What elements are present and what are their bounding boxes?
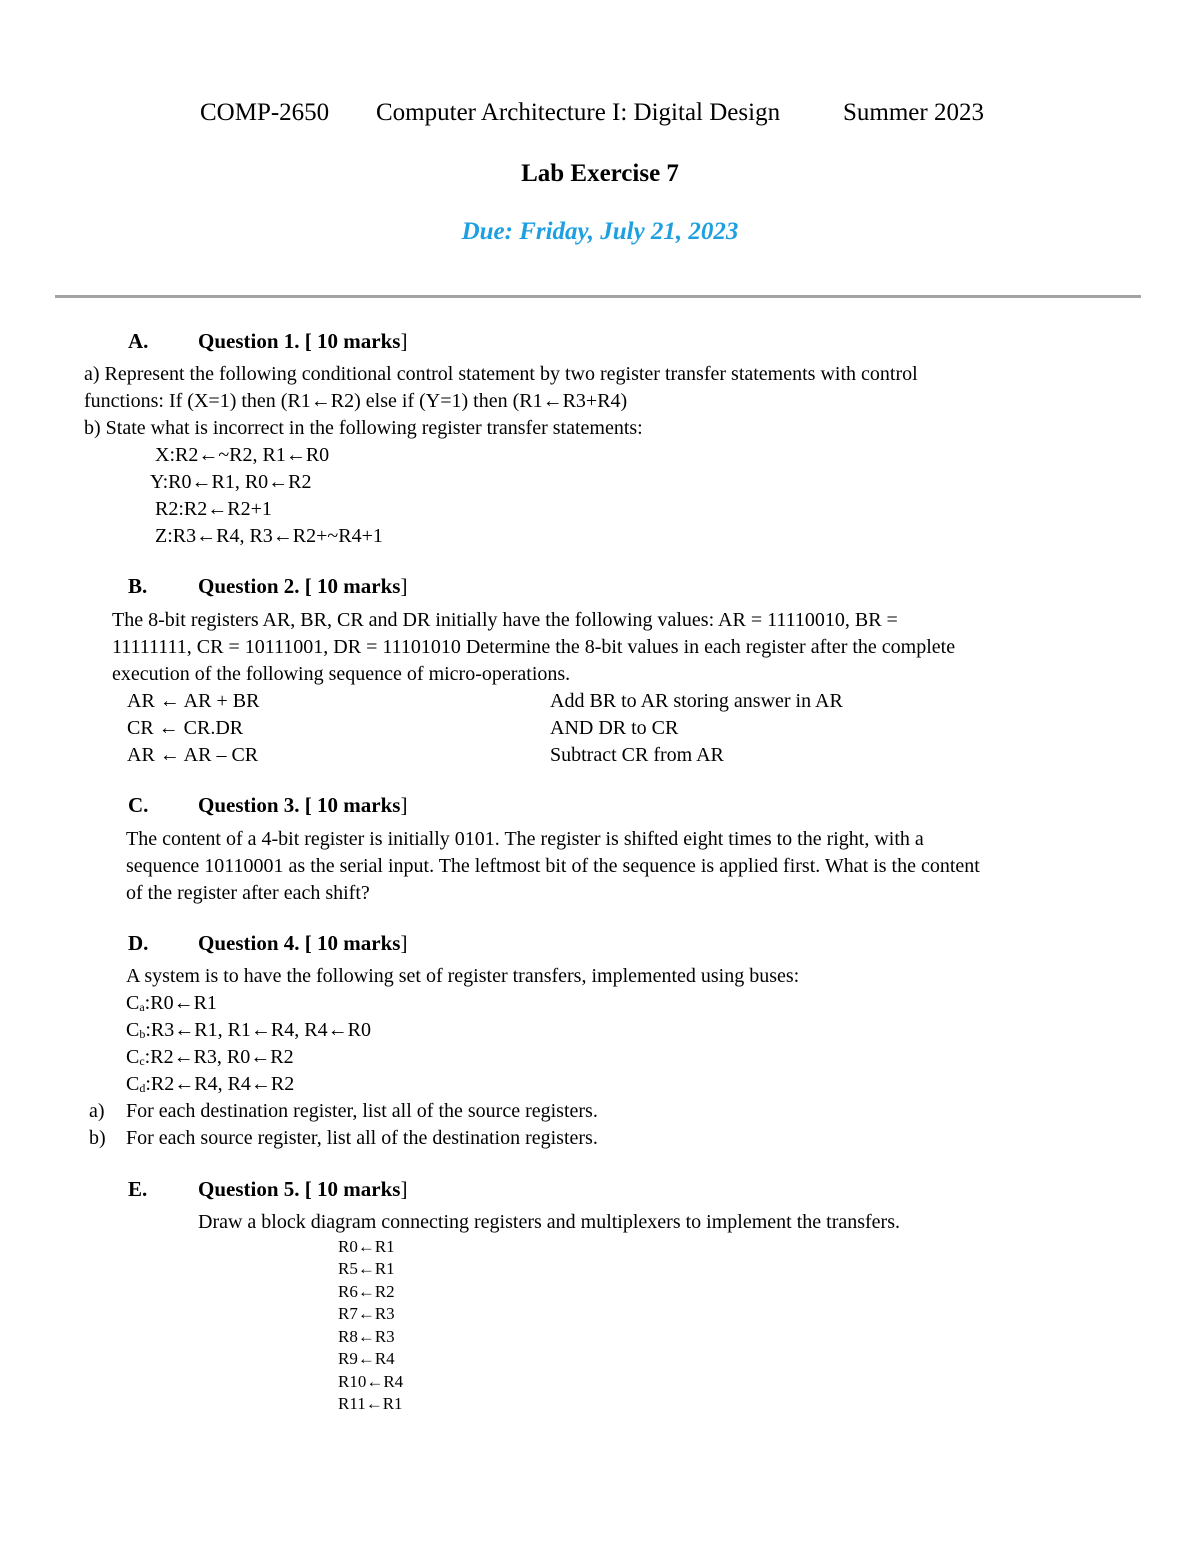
q4-transfer: $C_b:R3\leftarrow R1$, R1←R4, R4←R0 (126, 1019, 371, 1041)
course-code: COMP-2650 (200, 99, 330, 126)
q4-part-label: b) (89, 1127, 106, 1149)
q1-statement: X:R2←~R2, R1←R0 (155, 444, 330, 466)
q4-part-label: a) (89, 1100, 105, 1122)
q5-transfer: R7←R3 (338, 1304, 395, 1323)
section-label-d: D. (128, 931, 149, 955)
due-date: Due: Friday, July 21, 2023 (461, 218, 739, 245)
q1-statement: Z:R3←R4, R3←R2+~R4+1 (155, 525, 383, 547)
q5-transfer: R11←R1 (338, 1394, 403, 1413)
q2-op: AR ← AR + BR (127, 690, 260, 712)
course-title: Computer Architecture I: Digital Design (376, 99, 781, 126)
q1-statement: Y:R0←R1, R0←R2 (150, 471, 312, 493)
divider (55, 295, 1141, 298)
q1-statement: R2:R2←R2+1 (155, 498, 272, 520)
q1-line: a) Represent the following conditional control statement by two register transfer statements with control (84, 363, 918, 385)
q2-line: 11111111, CR = 10111001, DR = 11101010 Determine the 8-bit values in each register after the complete (112, 636, 956, 658)
q5-transfer: R6←R2 (338, 1282, 395, 1301)
q2-line: The 8-bit registers AR, BR, CR and DR initially have the following values: AR = 11110010, BR = (112, 609, 898, 631)
q4-transfer: $C_a:R0\leftarrow R1$ (126, 992, 217, 1014)
q2-op: AR ← AR – CR (127, 744, 259, 766)
question-1-title: Question 1. [ 10 marks] (198, 329, 408, 353)
q1-line: b) State what is incorrect in the following register transfer statements: (84, 417, 643, 439)
q4-transfer: $C_c:R2\leftarrow R3$, R0←R2 (126, 1046, 294, 1068)
question-3-title: Question 3. [ 10 marks] (198, 793, 408, 817)
q5-transfer: R10←R4 (338, 1372, 404, 1391)
section-label-a: A. (128, 329, 149, 353)
q2-op-desc: Subtract CR from AR (550, 744, 724, 766)
question-4-title: Question 4. [ 10 marks] (198, 931, 408, 955)
section-label-e: E. (128, 1177, 148, 1201)
section-label-b: B. (128, 574, 148, 598)
term: Summer 2023 (843, 99, 984, 126)
q5-transfer: R5←R1 (338, 1259, 395, 1278)
question-2-title: Question 2. [ 10 marks] (198, 574, 408, 598)
q1-line: functions: If (X=1) then (R1←R2) else if (Y=1) then (R1←R3+R4) (84, 390, 628, 412)
q5-transfer: R0←R1 (338, 1237, 395, 1256)
section-label-c: C. (128, 793, 149, 817)
q4-intro: A system is to have the following set of register transfers, implemented using buses: (126, 965, 800, 987)
q2-op: CR ← CR.DR (127, 717, 244, 739)
q5-intro: Draw a block diagram connecting registers and multiplexers to implement the transfers. (198, 1211, 901, 1233)
q4-transfer: $C_d:R2\leftarrow R4$, R4←R2 (126, 1073, 295, 1095)
q4-part-text: For each destination register, list all of the source registers. (126, 1100, 598, 1122)
q3-line: of the register after each shift? (126, 882, 370, 904)
q5-transfer: R9←R4 (338, 1349, 395, 1368)
q3-line: The content of a 4-bit register is initially 0101. The register is shifted eight times to the right, with a (126, 828, 924, 850)
q5-transfer: R8←R3 (338, 1327, 395, 1346)
page-title: Lab Exercise 7 (521, 160, 679, 187)
q4-part-text: For each source register, list all of the destination registers. (126, 1127, 598, 1149)
q2-op-desc: AND DR to CR (550, 717, 679, 739)
q3-line: sequence 10110001 as the serial input. The leftmost bit of the sequence is applied first. What is the content (126, 855, 980, 877)
question-5-title: Question 5. [ 10 marks] (198, 1177, 408, 1201)
q2-op-desc: Add BR to AR storing answer in AR (550, 690, 843, 712)
q2-line: execution of the following sequence of micro-operations. (112, 663, 571, 685)
